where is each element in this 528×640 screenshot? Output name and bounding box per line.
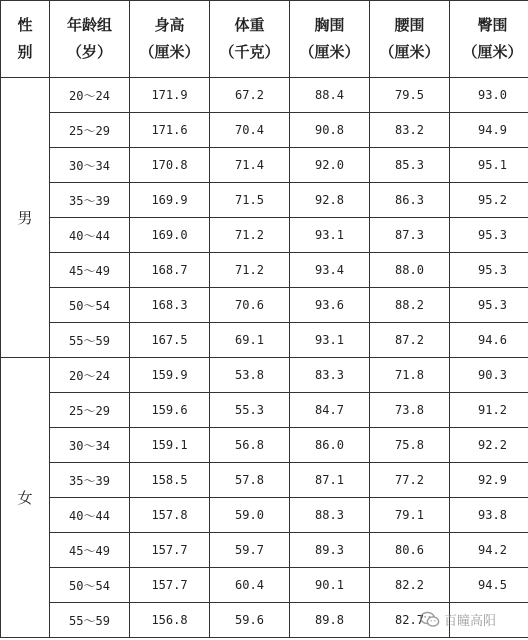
chest-cell: 88.4	[290, 78, 370, 113]
age-cell: 30～34	[50, 148, 130, 183]
height-cell: 157.7	[130, 568, 210, 603]
table-row	[1, 358, 528, 393]
hip-cell: 92.2	[450, 428, 528, 463]
weight-cell: 69.1	[210, 323, 290, 358]
chest-cell: 93.1	[290, 323, 370, 358]
chest-cell: 90.8	[290, 113, 370, 148]
header-sex-line2: 别	[17, 43, 33, 61]
chest-cell: 86.0	[290, 428, 370, 463]
waist-cell: 77.2	[370, 463, 450, 498]
weight-cell: 53.8	[210, 358, 290, 393]
weight-cell: 70.6	[210, 288, 290, 323]
waist-cell: 87.2	[370, 323, 450, 358]
height-cell: 167.5	[130, 323, 210, 358]
hip-cell: 94.2	[450, 533, 528, 568]
waist-cell: 80.6	[370, 533, 450, 568]
chest-cell: 83.3	[290, 358, 370, 393]
table-row	[1, 218, 528, 253]
age-cell: 25～29	[50, 113, 130, 148]
sex-cell: 女	[1, 358, 50, 638]
height-cell: 157.8	[130, 498, 210, 533]
header-chest	[290, 1, 370, 78]
age-cell: 50～54	[50, 568, 130, 603]
header-chest-line1: 胸围	[314, 16, 345, 34]
hip-cell: 95.3	[450, 218, 528, 253]
height-cell: 168.7	[130, 253, 210, 288]
chest-cell: 93.4	[290, 253, 370, 288]
weight-cell: 71.2	[210, 218, 290, 253]
header-height-line2: （厘米）	[139, 43, 200, 61]
age-cell: 35～39	[50, 463, 130, 498]
age-cell: 45～49	[50, 533, 130, 568]
header-waist-line1: 腰围	[394, 16, 425, 34]
header-sex-line1: 性	[17, 16, 33, 34]
weight-cell: 57.8	[210, 463, 290, 498]
chest-cell: 93.6	[290, 288, 370, 323]
waist-cell: 87.3	[370, 218, 450, 253]
header-hip	[450, 1, 528, 78]
header-age-group	[50, 1, 130, 78]
table-body	[1, 78, 528, 638]
chest-cell: 92.0	[290, 148, 370, 183]
header-waist-line2: （厘米）	[379, 43, 440, 61]
table-row	[1, 148, 528, 183]
chest-cell: 84.7	[290, 393, 370, 428]
chest-cell: 89.8	[290, 603, 370, 638]
waist-cell: 82.2	[370, 568, 450, 603]
height-cell: 159.1	[130, 428, 210, 463]
age-cell: 35～39	[50, 183, 130, 218]
height-cell: 168.3	[130, 288, 210, 323]
table-row	[1, 113, 528, 148]
weight-cell: 59.6	[210, 603, 290, 638]
table-row	[1, 323, 528, 358]
weight-cell: 60.4	[210, 568, 290, 603]
header-height-line1: 身高	[154, 16, 185, 34]
header-sex	[1, 1, 50, 78]
height-cell: 169.9	[130, 183, 210, 218]
age-cell: 45～49	[50, 253, 130, 288]
height-cell: 171.6	[130, 113, 210, 148]
waist-cell: 79.1	[370, 498, 450, 533]
weight-cell: 71.5	[210, 183, 290, 218]
waist-cell: 79.5	[370, 78, 450, 113]
table-row	[1, 533, 528, 568]
chest-cell: 89.3	[290, 533, 370, 568]
hip-cell: 95.3	[450, 253, 528, 288]
height-cell: 156.8	[130, 603, 210, 638]
height-cell: 171.9	[130, 78, 210, 113]
table-row	[1, 78, 528, 113]
chest-cell: 90.1	[290, 568, 370, 603]
table-row	[1, 253, 528, 288]
header-row	[1, 1, 528, 78]
header-weight-line1: 体重	[234, 16, 265, 34]
header-chest-line2: （厘米）	[299, 43, 360, 61]
header-weight	[210, 1, 290, 78]
height-cell: 159.9	[130, 358, 210, 393]
table-row	[1, 288, 528, 323]
weight-cell: 59.7	[210, 533, 290, 568]
watermark-text: 百瞳高阳	[444, 613, 497, 629]
height-cell: 157.7	[130, 533, 210, 568]
table-row	[1, 568, 528, 603]
age-cell: 30～34	[50, 428, 130, 463]
header-height	[130, 1, 210, 78]
age-cell: 55～59	[50, 603, 130, 638]
age-cell: 55～59	[50, 323, 130, 358]
waist-cell: 85.3	[370, 148, 450, 183]
weight-cell: 55.3	[210, 393, 290, 428]
hip-cell: 95.1	[450, 148, 528, 183]
hip-cell: 94.9	[450, 113, 528, 148]
table-row	[1, 498, 528, 533]
waist-cell: 83.2	[370, 113, 450, 148]
header-hip-line2: （厘米）	[462, 43, 523, 61]
hip-cell: 94.6	[450, 323, 528, 358]
age-cell: 50～54	[50, 288, 130, 323]
hip-cell: 93.8	[450, 498, 528, 533]
sex-cell: 男	[1, 78, 50, 358]
hip-cell: 92.9	[450, 463, 528, 498]
age-cell: 40～44	[50, 498, 130, 533]
header-weight-line2: （千克）	[219, 43, 280, 61]
hip-cell: 93.0	[450, 78, 528, 113]
weight-cell: 56.8	[210, 428, 290, 463]
waist-cell: 73.8	[370, 393, 450, 428]
chest-cell: 92.8	[290, 183, 370, 218]
waist-cell: 75.8	[370, 428, 450, 463]
age-cell: 20～24	[50, 358, 130, 393]
waist-cell: 86.3	[370, 183, 450, 218]
table-row	[1, 183, 528, 218]
height-cell: 159.6	[130, 393, 210, 428]
weight-cell: 67.2	[210, 78, 290, 113]
watermark	[420, 604, 496, 634]
hip-cell: 94.5	[450, 568, 528, 603]
table-row	[1, 463, 528, 498]
height-cell: 169.0	[130, 218, 210, 253]
weight-cell: 59.0	[210, 498, 290, 533]
age-cell: 40～44	[50, 218, 130, 253]
chest-cell: 88.3	[290, 498, 370, 533]
weight-cell: 71.4	[210, 148, 290, 183]
age-cell: 20～24	[50, 78, 130, 113]
weight-cell: 71.2	[210, 253, 290, 288]
table-row	[1, 428, 528, 463]
chest-cell: 93.1	[290, 218, 370, 253]
waist-cell: 88.0	[370, 253, 450, 288]
hip-cell: 95.3	[450, 288, 528, 323]
header-age-line2: （岁）	[66, 43, 112, 61]
weight-cell: 70.4	[210, 113, 290, 148]
header-waist	[370, 1, 450, 78]
chest-cell: 87.1	[290, 463, 370, 498]
table-row	[1, 393, 528, 428]
hip-cell: 95.2	[450, 183, 528, 218]
hip-cell: 90.3	[450, 358, 528, 393]
waist-cell: 88.2	[370, 288, 450, 323]
hip-cell: 91.2	[450, 393, 528, 428]
age-cell: 25～29	[50, 393, 130, 428]
height-cell: 170.8	[130, 148, 210, 183]
waist-cell: 71.8	[370, 358, 450, 393]
wechat-icon	[420, 611, 440, 628]
header-age-line1: 年龄组	[66, 16, 112, 34]
header-hip-line1: 臀围	[477, 16, 508, 34]
height-cell: 158.5	[130, 463, 210, 498]
waist-cell: 82.7	[370, 603, 450, 638]
